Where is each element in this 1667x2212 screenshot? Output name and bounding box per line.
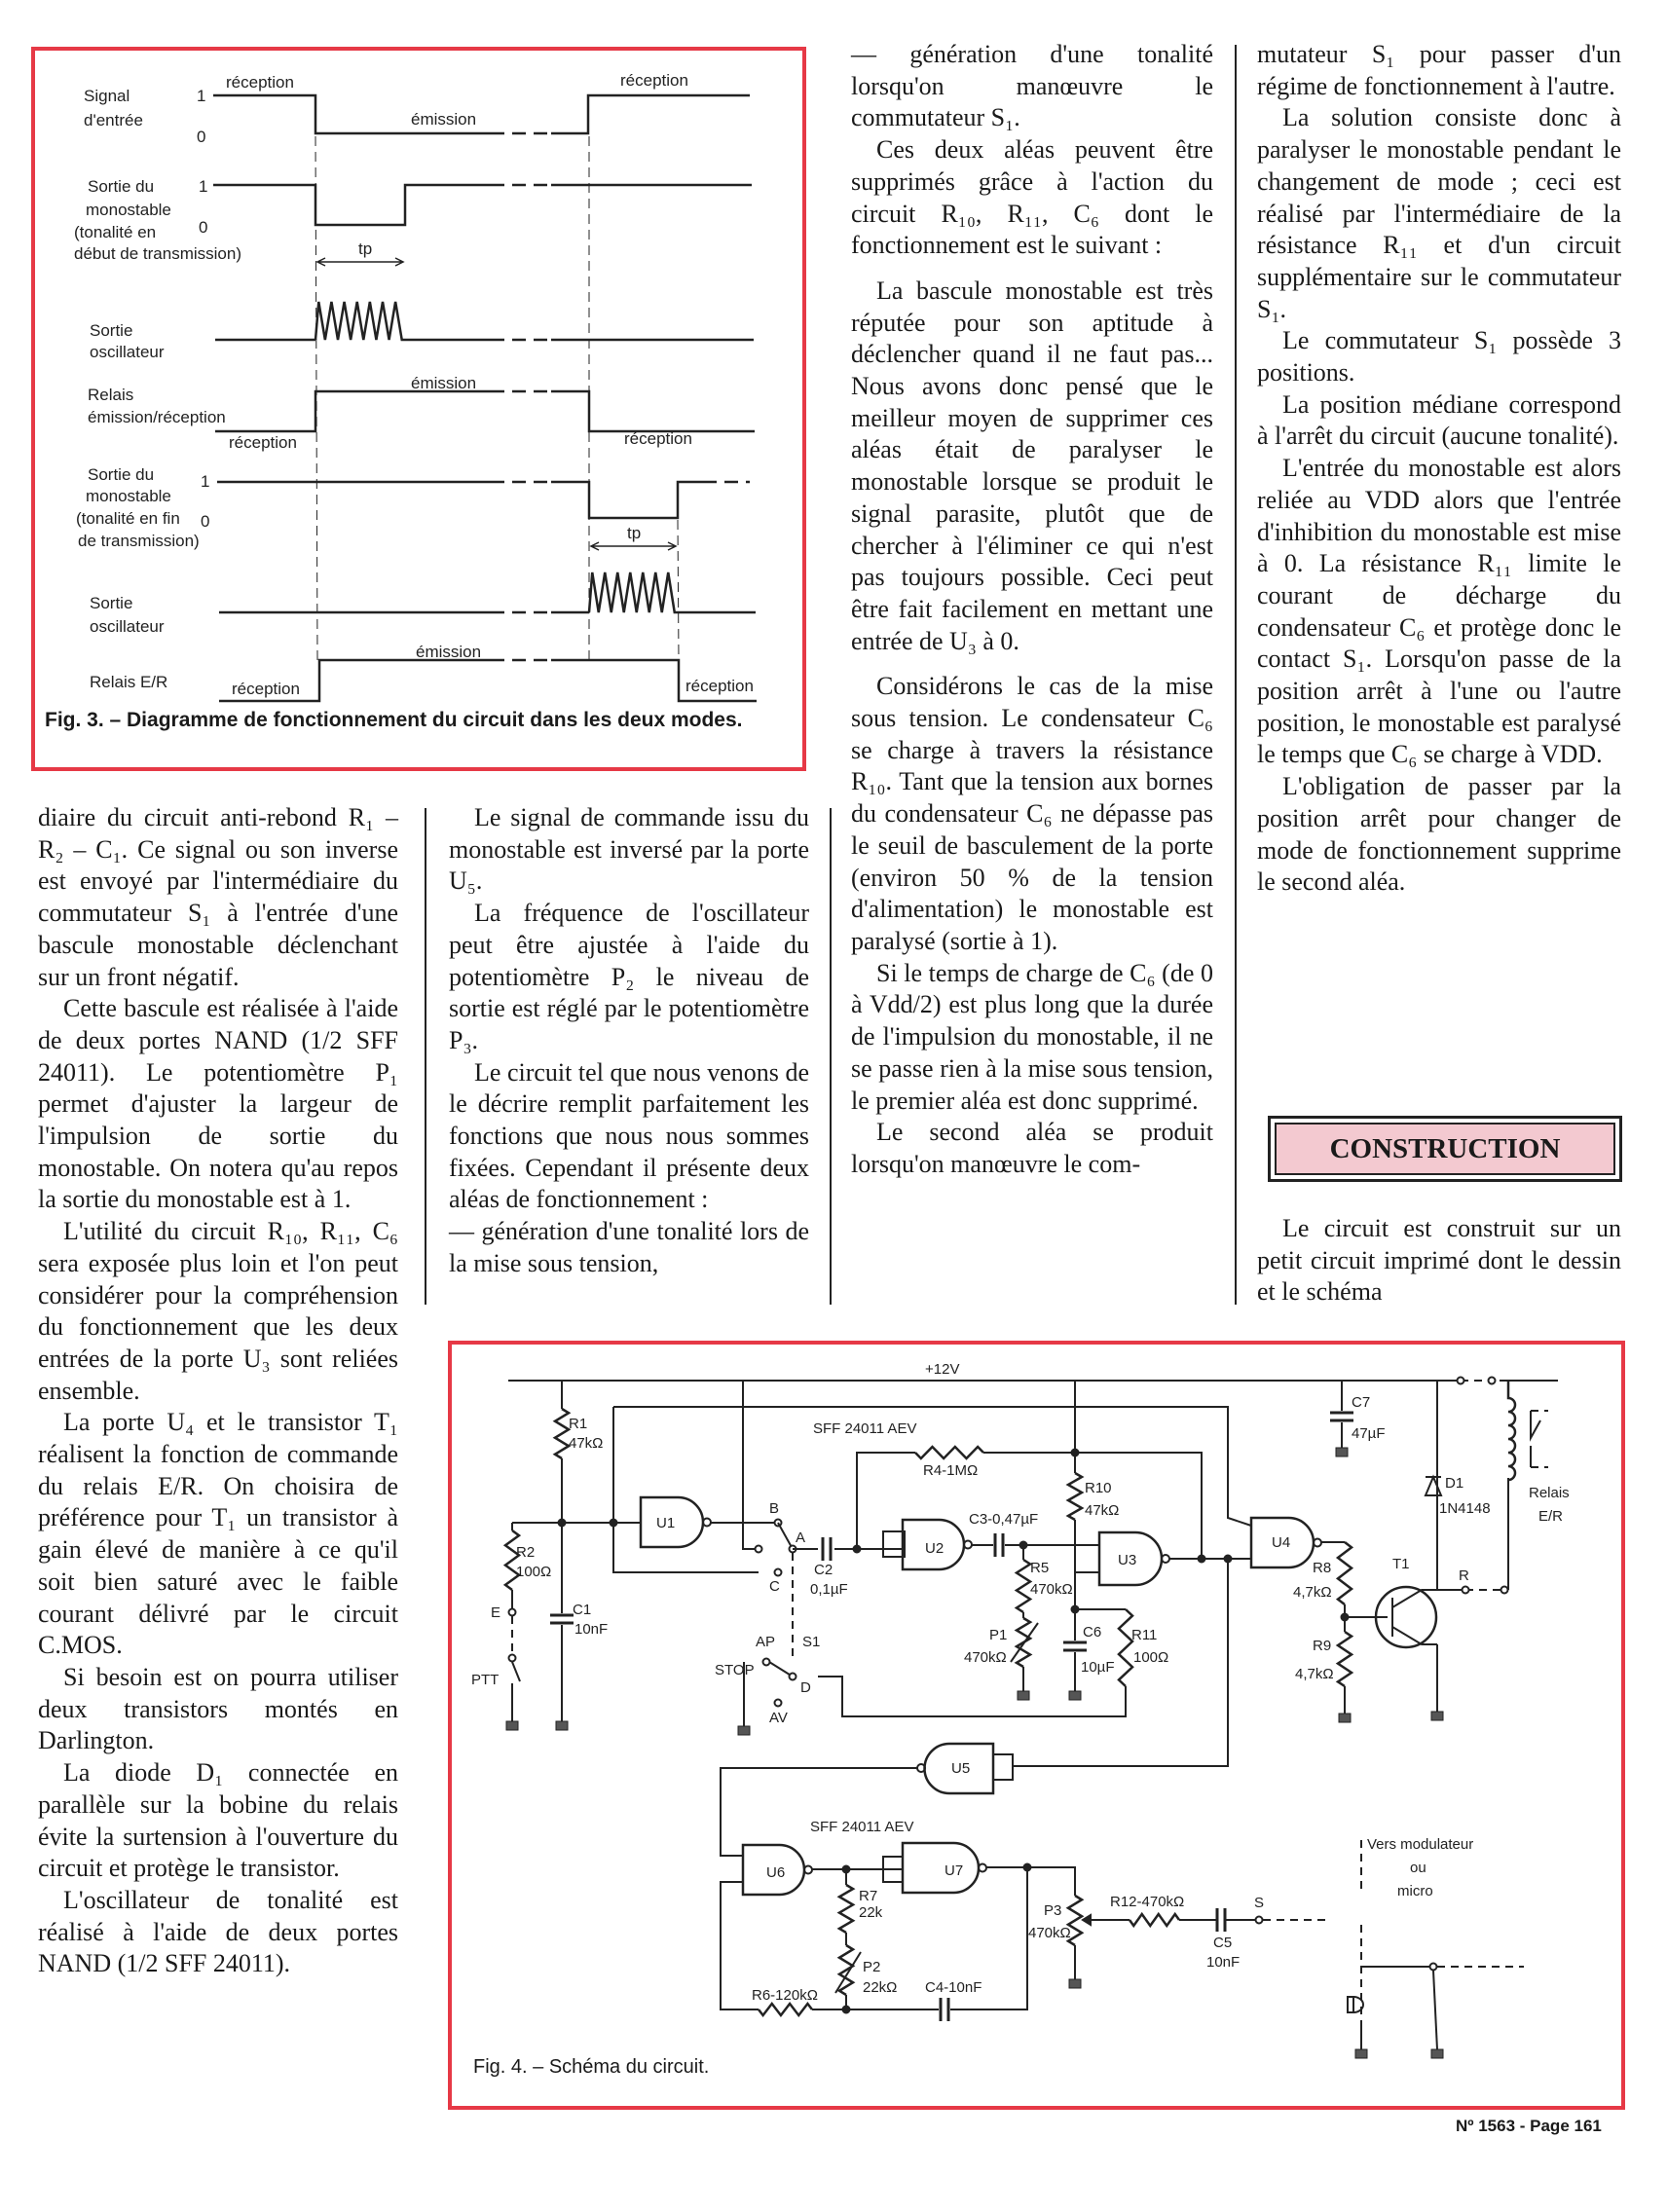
ground-icon	[1018, 1691, 1029, 1700]
label-a: A	[796, 1530, 806, 1546]
switch-s1	[778, 1523, 793, 1549]
label-u6: U6	[766, 1864, 786, 1881]
resistor-r7	[839, 1885, 853, 1933]
label-s: S	[1254, 1895, 1265, 1911]
wire	[857, 1453, 915, 1549]
text-column-3	[851, 39, 1213, 1181]
wire	[721, 1768, 917, 1856]
label-c2: C2	[814, 1562, 834, 1578]
label-u1: U1	[656, 1515, 676, 1531]
label-reception: réception	[232, 680, 300, 698]
paragraph: Si besoin est on pourra utiliser deux transistors montés en Darlington.	[38, 1662, 398, 1755]
paragraph: La fréquence de l'oscillateur peut être ajustée à l'aide du potentiomètre P₂ le niveau de sortie est réglé par le potentiomètre P₃.	[449, 899, 809, 1054]
paragraph: La porte U₄ et le transistor T₁ réalisent la fonction de commande du relais E/R. On choisira de préférence pour T₁ un transistor à gain élevé de manière à ce qu'il soit bien saturé avec le faible courant délivré par le circuit C.MOS.	[38, 1408, 398, 1660]
column-rule	[425, 808, 426, 1305]
terminal	[509, 1609, 516, 1616]
label-r8: R8	[1313, 1560, 1332, 1576]
resistor-r4	[915, 1447, 983, 1458]
label-sortie-mono-fin-2: monostable	[86, 487, 171, 505]
label-ap: AP	[756, 1634, 776, 1650]
paragraph: Cette bascule est réalisée à l'aide de deux portes NAND (1/2 SFF 24011). Le potentiomètre P₁ permet d'ajuster la largeur de l'impulsion de sortie du monostable. On notera qu'au repos la sortie du monostable est à 1.	[38, 994, 398, 1214]
label-sortie-mono-fin-1: Sortie du	[88, 465, 155, 484]
relay-contact	[1531, 1411, 1540, 1438]
paragraph: L'oscillateur de tonalité est réalisé à l'aide de deux portes NAND (1/2 SFF 24011).	[38, 1885, 398, 1978]
paragraph: La solution consiste donc à paralyser le monostable pendant le changement de mode ; ceci est réalisé par l'intermédiaire de la résistance R₁₁ et d'un circuit supplémentaire sur le commutateur S₁.	[1257, 103, 1621, 323]
waveform-signal-entree	[551, 95, 750, 133]
capacitor-c1	[550, 1615, 574, 1623]
waveform-relais-1	[551, 391, 755, 431]
waveform-monostable-fin	[551, 482, 703, 518]
label-p2: P2	[863, 1959, 881, 1975]
label-r1: R1	[569, 1416, 588, 1432]
figure-4-schematic	[448, 1341, 1625, 2110]
label-u4: U4	[1272, 1534, 1291, 1551]
label-tp: tp	[358, 240, 373, 258]
label-r6: R6-120kΩ	[752, 1987, 818, 2004]
waveform-relais-1	[215, 391, 491, 431]
tp-arrow	[317, 258, 403, 266]
relay-coil-icon	[1508, 1381, 1515, 1480]
label-c6-value: 10µF	[1081, 1659, 1115, 1676]
text-column-4	[1257, 39, 1621, 899]
resistor-r10	[1068, 1473, 1082, 1520]
label-sortie-osc-2: oscillateur	[90, 343, 165, 361]
label-c3: C3-0,47µF	[969, 1511, 1039, 1528]
label-relais-2: émission/réception	[88, 408, 226, 426]
wire	[986, 1867, 1075, 1896]
level-1: 1	[197, 87, 206, 105]
oscillator-burst	[589, 572, 678, 612]
capacitor-c3	[995, 1533, 1003, 1557]
ground-icon	[738, 1726, 750, 1735]
resistor-r11	[1119, 1609, 1132, 1686]
label-sortie-mono-4: début de transmission)	[74, 244, 241, 263]
potentiometer-wiper	[1083, 1915, 1091, 1925]
junction-dot	[843, 2007, 850, 2013]
label-stop: STOP	[715, 1662, 755, 1678]
label-r5: R5	[1030, 1560, 1050, 1576]
tp-arrow	[591, 542, 676, 550]
label-sortie-mono-3: (tonalité en	[74, 223, 157, 241]
wire	[743, 1381, 759, 1549]
label-d1: D1	[1445, 1475, 1464, 1492]
terminal	[1501, 1587, 1508, 1594]
ground-icon	[1339, 1714, 1351, 1722]
ground-icon	[1355, 2049, 1367, 2058]
capacitor-c7	[1330, 1413, 1353, 1420]
paragraph: — génération d'une tonalité lors de la mise sous tension,	[449, 1217, 809, 1277]
label-e: E	[491, 1604, 501, 1621]
label-s1: S1	[802, 1634, 821, 1650]
text-column-1	[38, 802, 398, 1980]
label-c5-value: 10nF	[1206, 1954, 1241, 1971]
junction-dot	[611, 1520, 617, 1527]
ptt-switch	[512, 1662, 520, 1681]
label-r5-value: 470kΩ	[1030, 1581, 1073, 1598]
resistor-r1	[555, 1409, 569, 1458]
capacitor-c2	[823, 1537, 831, 1561]
label-micro: micro	[1397, 1883, 1433, 1899]
circuit-schematic	[452, 1345, 1621, 2106]
paragraph: diaire du circuit anti-rebond R₁ – R₂ – C₁. Ce signal ou son inverse est envoyé par l'intermédiaire du commutateur S₁ à l'entrée d'une bascule monostable déclenchant sur un front négatif.	[38, 803, 398, 991]
paragraph: La diode D₁ connectée en parallèle sur la bobine du relais évite la surtension à l'ouverture du circuit et protège le transistor.	[38, 1758, 398, 1883]
ground-icon	[1336, 1448, 1348, 1456]
label-ptt: PTT	[471, 1672, 500, 1688]
label-u3: U3	[1118, 1552, 1137, 1568]
label-r9: R9	[1313, 1638, 1332, 1654]
waveform-monostable-debut	[213, 185, 491, 225]
label-p1-value: 470kΩ	[964, 1649, 1007, 1666]
microphone-icon	[1348, 1997, 1353, 2012]
label-sortie-mono-1: Sortie du	[88, 177, 155, 196]
wire	[1433, 1971, 1437, 2049]
level-1: 1	[199, 177, 208, 196]
paragraph: mutateur S₁ pour passer d'un régime de fonctionnement à l'autre.	[1257, 40, 1621, 100]
label-p3-value: 470kΩ	[1028, 1925, 1071, 1941]
paragraph: Le second aléa se produit lorsqu'on manœuvre le com-	[851, 1118, 1213, 1178]
label-r10: R10	[1085, 1480, 1112, 1496]
label-relais-er: E/R	[1538, 1508, 1564, 1525]
label-ic1: SFF 24011 AEV	[813, 1420, 917, 1437]
label-tp: tp	[627, 524, 642, 542]
label-r8-value: 4,7kΩ	[1293, 1584, 1332, 1601]
label-c7: C7	[1352, 1394, 1371, 1411]
potentiometer-p2	[839, 1945, 853, 1995]
wire	[613, 1407, 759, 1572]
label-d1-value: 1N4148	[1439, 1500, 1491, 1517]
label-sortie-osc-3: Sortie	[90, 594, 133, 612]
label-c5: C5	[1213, 1935, 1233, 1951]
label-p3: P3	[1044, 1902, 1062, 1919]
label-c1-value: 10nF	[574, 1621, 609, 1638]
label-b: B	[769, 1500, 780, 1517]
label-relais: Relais	[1529, 1485, 1570, 1501]
label-ic2: SFF 24011 AEV	[810, 1819, 914, 1835]
label-sortie-osc-4: oscillateur	[90, 617, 165, 636]
paragraph: Le signal de commande issu du monostable est inversé par la porte U₅.	[449, 803, 809, 896]
timing-diagram	[35, 51, 802, 767]
label-c1: C1	[573, 1602, 592, 1618]
terminal	[790, 1674, 796, 1680]
label-vers-modulateur: Vers modulateur	[1367, 1836, 1474, 1853]
gate-input-tie	[993, 1754, 1013, 1780]
label-c4: C4-10nF	[925, 1979, 982, 1996]
ground-icon	[1069, 1691, 1081, 1700]
terminal	[756, 1546, 762, 1553]
label-r1-value: 47kΩ	[569, 1435, 604, 1452]
terminal	[509, 1655, 516, 1662]
ground-icon	[1069, 1979, 1081, 1988]
label-r4: R4-1MΩ	[923, 1462, 979, 1479]
figure-4-caption: Fig. 4. – Schéma du circuit.	[473, 2056, 710, 2078]
label-ou: ou	[1410, 1860, 1426, 1876]
label-p1: P1	[989, 1627, 1008, 1643]
label-r11-value: 100Ω	[1133, 1649, 1169, 1666]
label-sortie-osc-1: Sortie	[90, 321, 133, 340]
label-emission: émission	[411, 110, 477, 129]
label-r2-value: 100Ω	[516, 1564, 552, 1580]
oscillator-burst	[315, 302, 405, 340]
label-d: D	[800, 1679, 811, 1696]
level-0: 0	[199, 218, 208, 237]
ground-icon	[506, 1721, 518, 1730]
terminal	[775, 1569, 782, 1576]
label-c6: C6	[1083, 1624, 1102, 1641]
label-c7-value: 47µF	[1352, 1425, 1386, 1442]
column-rule	[830, 808, 832, 1305]
paragraph: La position médiane correspond à l'arrêt du circuit (aucune tonalité).	[1257, 389, 1621, 451]
label-sortie-mono-2: monostable	[86, 201, 171, 219]
paragraph: Si le temps de charge de C₆ (de 0 à Vdd/2) est plus long que la durée de l'impulsion du monostable, il ne se passe rien à la mise sous tension, le premier aléa est donc supprimé.	[851, 958, 1213, 1115]
figure-3-timing-diagram	[31, 47, 806, 771]
label-reception: réception	[226, 73, 294, 92]
label-r9-value: 4,7kΩ	[1295, 1666, 1334, 1682]
resistor-r6	[759, 2004, 812, 2015]
label-reception: réception	[229, 433, 297, 452]
capacitor-c5	[1217, 1908, 1225, 1932]
resistor-r9	[1338, 1632, 1352, 1686]
capacitor-c4	[941, 1998, 948, 2021]
label-reception: réception	[620, 71, 688, 90]
resistor-r5	[1017, 1560, 1030, 1612]
paragraph: Le commutateur S₁ possède 3 positions.	[1257, 326, 1621, 387]
label-r: R	[1459, 1567, 1469, 1584]
label-p2-value: 22kΩ	[863, 1979, 898, 1996]
label-r7-value: 22k	[859, 1904, 883, 1921]
label-reception: réception	[624, 429, 692, 448]
label-av: AV	[769, 1710, 788, 1726]
paragraph: Le circuit tel que nous venons de le décrire remplit parfaitement les fonctions que nous nous sommes fixées. Cependant il présente deux aléas de fonctionnement :	[449, 1057, 809, 1214]
terminal	[1256, 1917, 1263, 1924]
microphone-icon	[1353, 1997, 1363, 2012]
ground-icon	[1431, 1712, 1443, 1720]
ground-icon	[1431, 2049, 1443, 2058]
paragraph: L'utilité du circuit R₁₀, R₁₁, C₆ sera exposée plus loin et l'on peut considérer pour la compréhension du fonctionnement que les deux entrées de la porte U₃ sont reliées ensemble.	[38, 1217, 398, 1405]
guide-line	[678, 520, 679, 660]
label-r12: R12-470kΩ	[1110, 1894, 1185, 1910]
label-r11: R11	[1131, 1627, 1158, 1643]
nand-gate-u7	[903, 1843, 979, 1893]
potentiometer-wiper	[1011, 1623, 1038, 1662]
figure-3-caption: Fig. 3. – Diagramme de fonctionnement du circuit dans les deux modes.	[45, 709, 743, 731]
label-emission: émission	[411, 374, 477, 392]
label-r10-value: 47kΩ	[1085, 1502, 1120, 1519]
label-r7: R7	[859, 1888, 878, 1904]
text-column-4-continued	[1257, 1213, 1621, 1309]
label-relais-1: Relais	[88, 386, 134, 404]
relay-contact	[1531, 1411, 1548, 1467]
label-u2: U2	[925, 1540, 945, 1557]
level-1: 1	[201, 472, 210, 491]
label-r2: R2	[516, 1544, 536, 1561]
label-supply: +12V	[925, 1361, 960, 1378]
resistor-r8	[1338, 1542, 1352, 1604]
section-heading-construction: CONSTRUCTION	[1268, 1116, 1622, 1182]
label-c: C	[769, 1578, 780, 1595]
gate-input-tie	[883, 1531, 905, 1557]
label-relais-er: Relais E/R	[90, 673, 168, 691]
label-signal-entree-1: Signal	[84, 87, 130, 105]
label-t1: T1	[1392, 1556, 1410, 1572]
text-column-2	[449, 802, 809, 1280]
terminal	[1458, 1378, 1464, 1384]
terminal	[1463, 1587, 1469, 1594]
label-u7: U7	[945, 1862, 964, 1879]
label-u5: U5	[951, 1760, 971, 1777]
diode-d1	[1426, 1477, 1441, 1495]
paragraph: Le circuit est construit sur un petit circuit imprimé dont le dessin et le schéma	[1257, 1214, 1621, 1307]
label-signal-entree-2: d'entrée	[84, 111, 143, 129]
label-c2-value: 0,1µF	[810, 1581, 848, 1598]
resistor-r12	[1130, 1914, 1179, 1926]
junction-dot	[1199, 1556, 1205, 1563]
level-0: 0	[201, 512, 210, 531]
page-footer: Nº 1563 - Page 161	[1456, 2117, 1602, 2135]
paragraph: — génération d'une tonalité lorsqu'on manœuvre le commutateur S₁.	[851, 40, 1213, 132]
terminal	[775, 1700, 782, 1707]
capacitor-c6	[1063, 1642, 1087, 1650]
paragraph: L'entrée du monostable est alors reliée au VDD alors que l'entrée d'inhibition du monostable est mise à 0. La résistance R₁₁ limite le courant de décharge du condensateur C₆ et protège donc le contact S₁. Lorsqu'on passe de la position arrêt à l'une ou l'autre position, le monostable est paralysé le temps que C₆ se charge à VDD.	[1257, 454, 1621, 769]
paragraph: Ces deux aléas peuvent être supprimés grâce à l'action du circuit R₁₀, R₁₁, C₆ dont le fonctionnement est le suivant :	[851, 135, 1213, 260]
label-emission: émission	[416, 643, 482, 661]
label-reception: réception	[685, 677, 754, 695]
terminal	[1430, 1964, 1437, 1971]
column-rule	[1235, 45, 1237, 1305]
paragraph: La bascule monostable est très réputée pour son aptitude à déclencher quand il ne faut pas... Nous avons donc pensé que le meilleur moyen de supprimer ces aléas était de paralyser le monostable lorsque se produit le signal parasite, plutôt que de chercher à l'éliminer ce qui n'est pas toujours possible. Ceci peut être fait facilement en mettant une entrée de U₃ à 0.	[851, 276, 1213, 655]
terminal	[1489, 1378, 1496, 1384]
level-0: 0	[197, 128, 206, 146]
label-sortie-mono-fin-4: de transmission)	[78, 532, 200, 550]
paragraph: Considérons le cas de la mise sous tension. Le condensateur C₆ se charge à travers la résistance R₁₀. Tant que la tension aux bornes du condensateur C₆ ne dépasse pas le seuil de basculement de la porte (environ 50 % de la tension d'alimentation) le monostable est paralysé (sortie à 1).	[851, 672, 1213, 955]
ground-icon	[556, 1721, 568, 1730]
terminal	[763, 1659, 770, 1666]
label-sortie-mono-fin-3: (tonalité en fin	[76, 509, 180, 528]
paragraph: L'obligation de passer par la position arrêt pour changer de mode de fonctionnement supprime le second aléa.	[1257, 772, 1621, 897]
